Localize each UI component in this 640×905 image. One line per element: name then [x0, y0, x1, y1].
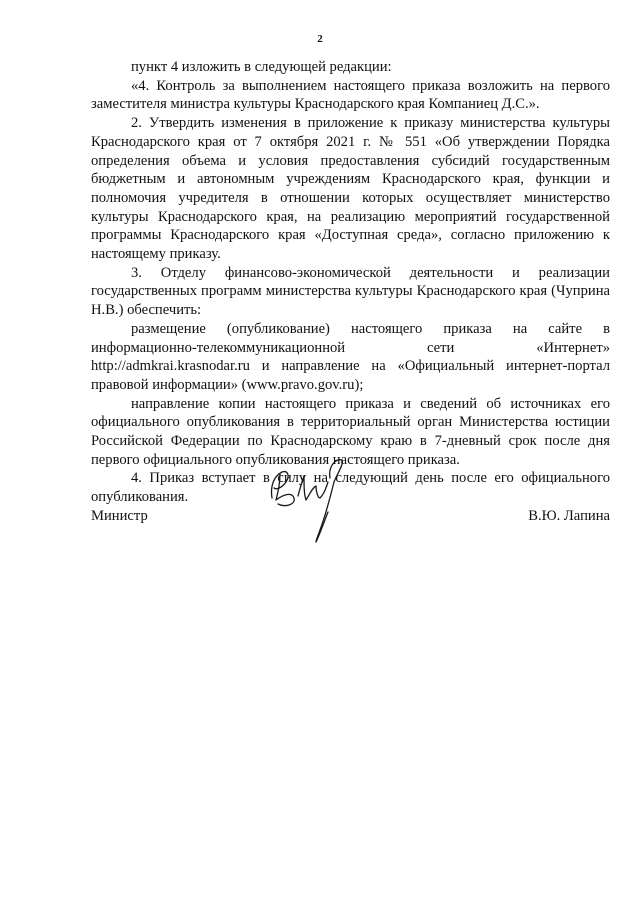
- paragraph-item-3-justice: направление копии настоящего приказа и сведений об источниках его официального опубликования в территориальный орган Министерства юстиции Российской Федерации по Краснодарскому краю в 7-дневный срок после дня первого официального опубликования настоящего приказа.: [91, 395, 610, 468]
- signatory-title: Министр: [91, 508, 148, 524]
- page-number: 2: [317, 33, 323, 45]
- document-body: [91, 58, 610, 507]
- paragraph-intro: пункт 4 изложить в следующей редакции:: [131, 59, 392, 75]
- paragraph-item-4: 4. Приказ вступает в силу на следующий день после его официального опубликования.: [91, 470, 610, 506]
- paragraph-item-2: 2. Утвердить изменения в приложение к приказу министерства культуры Краснодарского края от 7 октября 2021 г. № 551 «Об утверждении Порядка определения объема и условия предоставления субсидий государственным бюджетным и автономным учреждениям Краснодарского края, функции и полномочия учредителя в отношении которых осуществляет министерство культуры Краснодарского края, на реализацию мероприятий государственной программы Краснодарского края «Доступная среда», согласно приложению к настоящему приказу.: [91, 115, 610, 263]
- paragraph-item-3-publication: размещение (опубликование) настоящего приказа на сайте в информационно-телекоммуникационной сети «Интернет» http://admkrai.krasnodar.ru и направление на «Официальный интернет-портал правовой информации» (www.pravo.gov.ru);: [91, 320, 610, 393]
- handwritten-signature-icon: [258, 452, 378, 552]
- paragraph-clause-4-text: «4. Контроль за выполнением настоящего приказа возложить на первого заместителя министра культуры Краснодарского края Компаниец Д.С.».: [91, 77, 610, 113]
- signatory-name: В.Ю. Лапина: [528, 508, 610, 524]
- paragraph-item-3: 3. Отделу финансово-экономической деятельности и реализации государственных программ министерства культуры Краснодарского края (Чуприна Н.В.) обеспечить:: [91, 264, 610, 319]
